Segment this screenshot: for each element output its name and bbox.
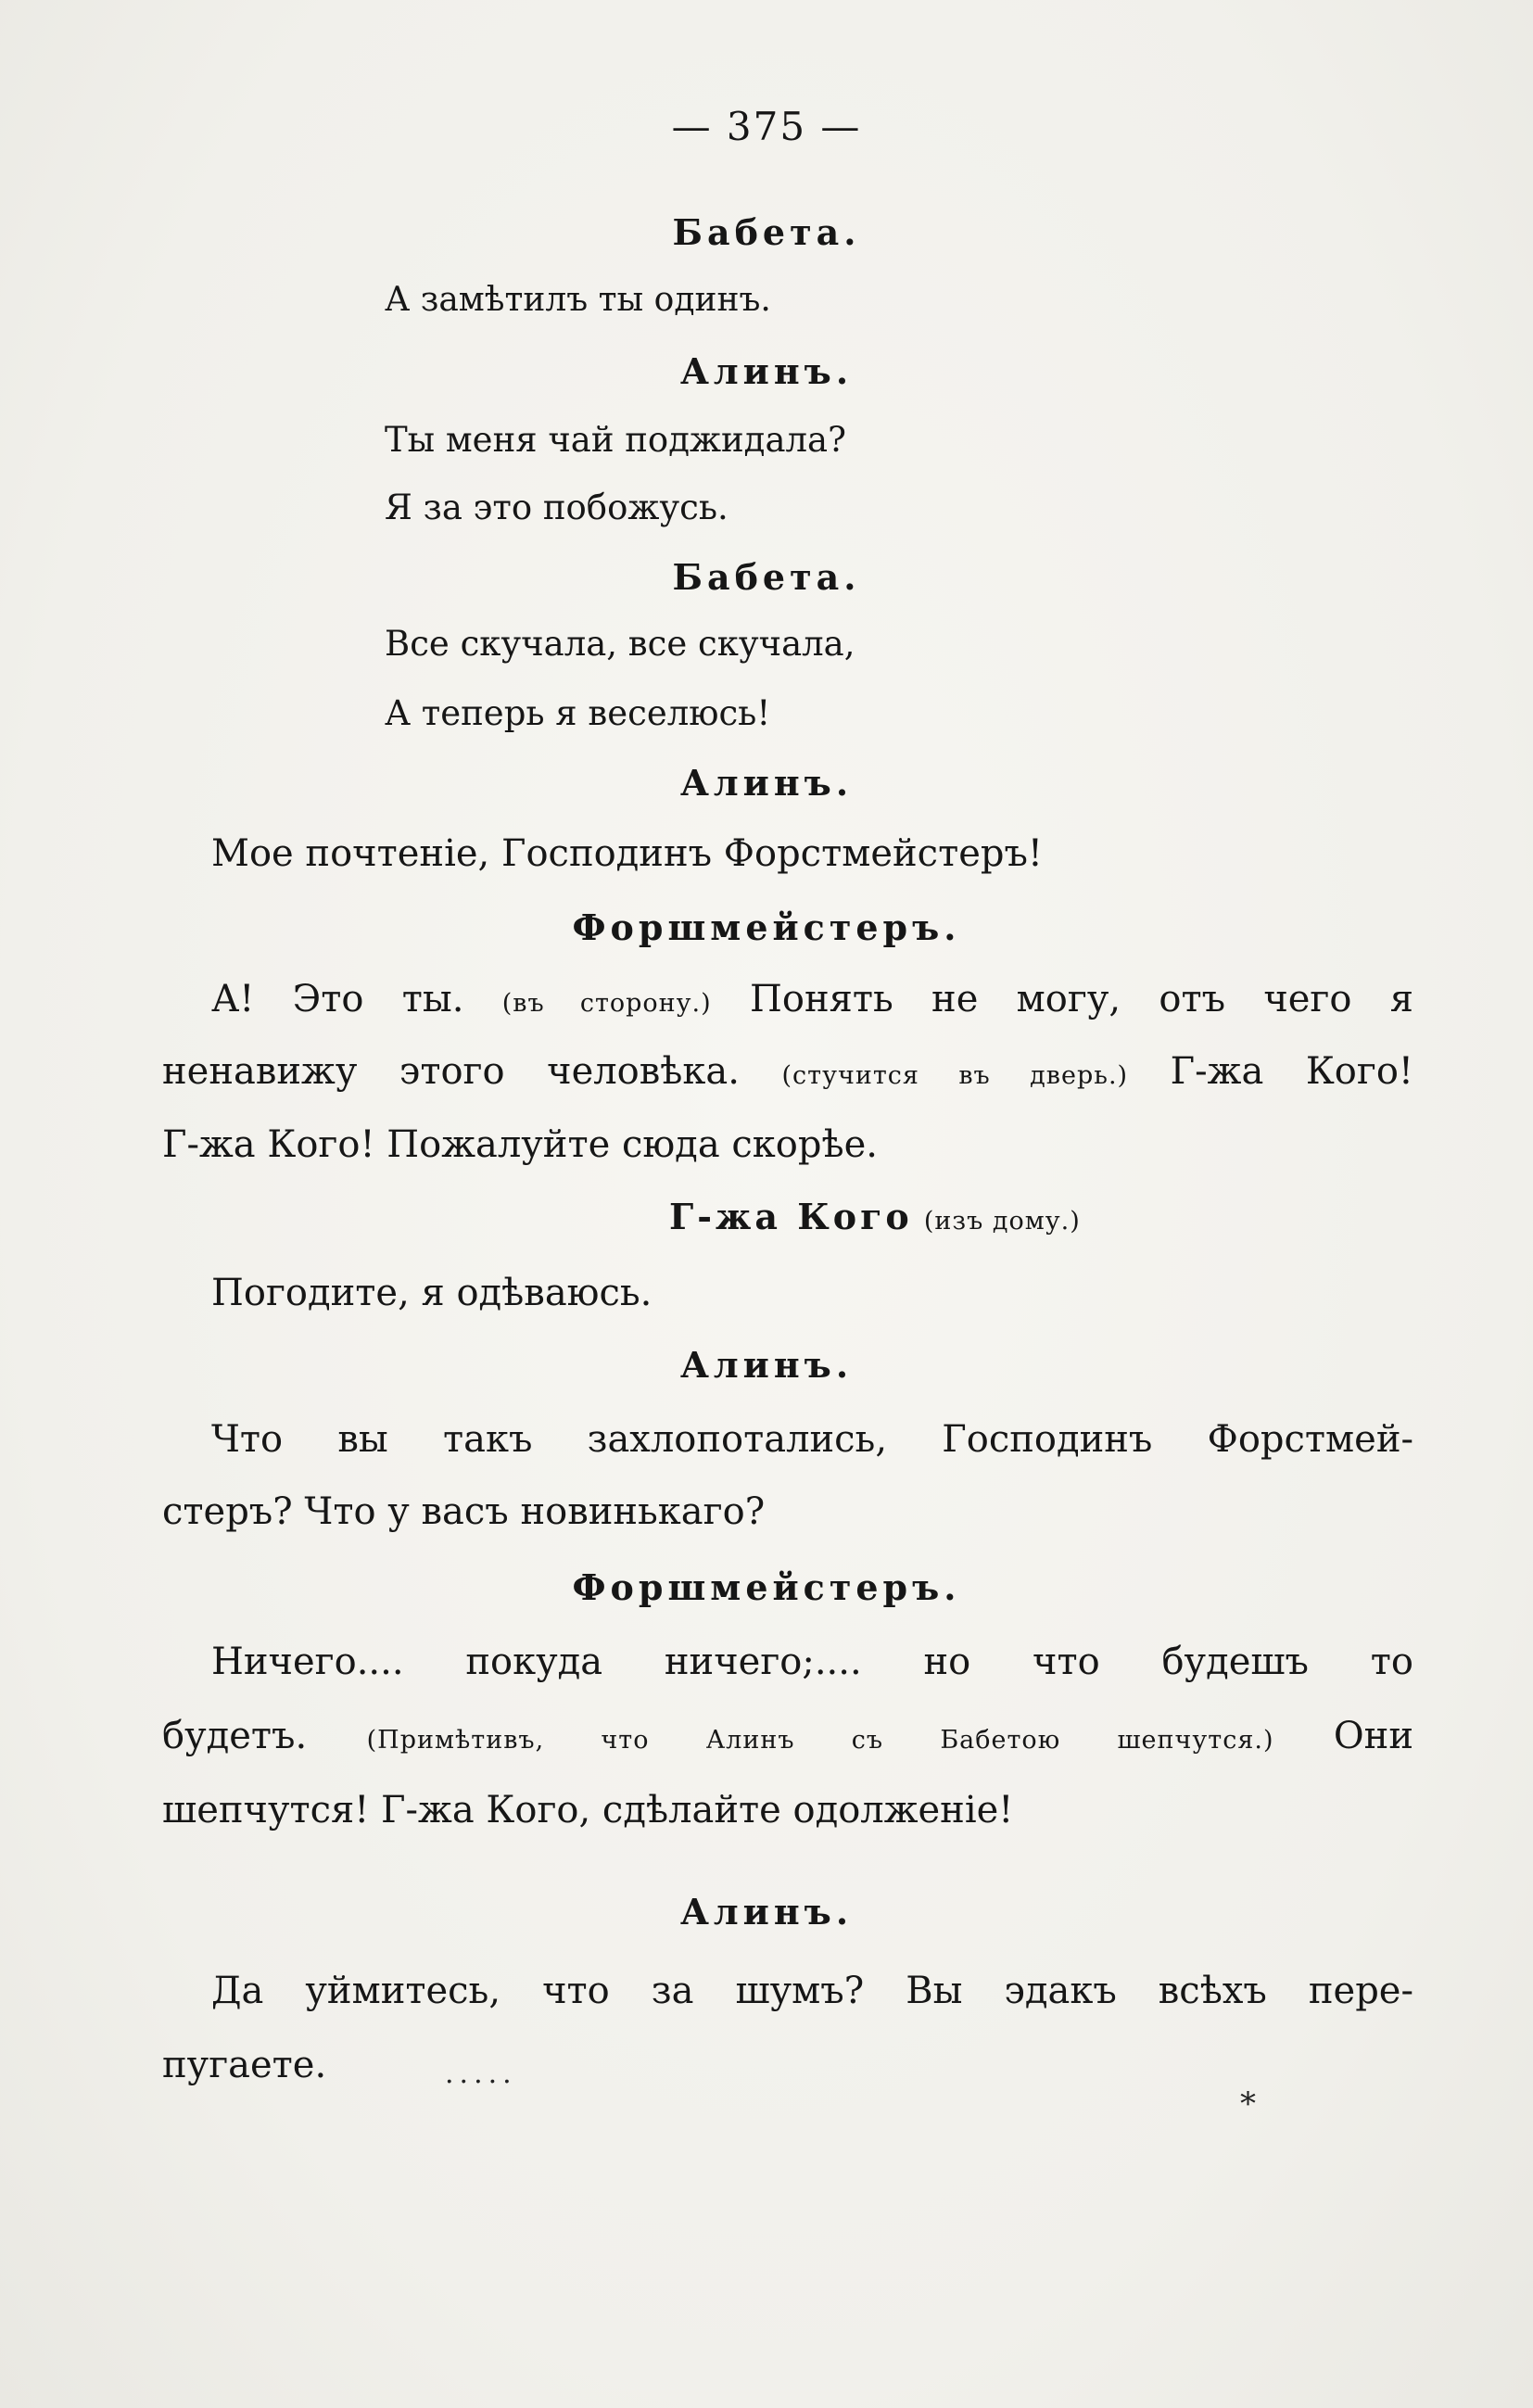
dialogue-line: Ничего.... покуда ничего;.... но что будешъ то: [211, 1641, 1413, 1683]
dialogue-line: Мое почтеніе, Господинъ Форстмейстеръ!: [211, 832, 1043, 875]
dialogue-line: пугаете.: [162, 2044, 327, 2086]
dialogue-line: ненавижу этого человѣка. (стучится въ дверь.) Г-жа Кого!: [162, 1050, 1413, 1093]
asterisk-mark: *: [1240, 2085, 1256, 2123]
stage-direction: (Примѣтивъ, что Алинъ съ Бабетою шепчутся.): [366, 1726, 1274, 1755]
dialogue-line: Погодите, я одѣваюсь.: [211, 1272, 652, 1314]
dialogue-line: Что вы такъ захлопотались, Господинъ Форстмей-: [211, 1418, 1413, 1461]
speaker-babeta: Бабета.: [672, 211, 861, 253]
dialogue-line: Да уймитесь, что за шумъ? Вы эдакъ всѣхъ пере-: [211, 1970, 1413, 2012]
speaker-forstmeister: Форшмейстеръ.: [572, 1566, 961, 1608]
speaker-forstmeister: Форшмейстеръ.: [572, 906, 961, 948]
dialogue-line: Г-жа Кого! Пожалуйте сюда скорѣе.: [162, 1123, 878, 1166]
speaker-alin: Алинъ.: [679, 1891, 854, 1933]
ink-dots: .....: [445, 2058, 517, 2090]
speaker-ghzha-kogo: Г-жа Кого (изъ дому.): [669, 1196, 1081, 1237]
verse-line: Я за это побожусь.: [385, 488, 728, 527]
speaker-alin: Алинъ.: [679, 762, 854, 804]
dialogue-line: стеръ? Что у васъ новинькаго?: [162, 1490, 766, 1533]
page-number: — 375 —: [671, 104, 862, 149]
verse-line: Ты меня чай поджидала?: [385, 420, 846, 460]
speaker-alin: Алинъ.: [679, 1344, 854, 1386]
dialogue-line: А! Это ты. (въ сторону.) Понять не могу, отъ чего я: [211, 978, 1413, 1020]
stage-direction: (въ сторону.): [501, 989, 712, 1018]
stage-direction: (стучится въ дверь.): [781, 1061, 1129, 1090]
dialogue-line: будетъ. (Примѣтивъ, что Алинъ съ Бабетою шепчутся.) Они: [162, 1715, 1414, 1757]
verse-line: А теперь я веселюсь!: [385, 693, 771, 733]
dialogue-line: шепчутся! Г-жа Кого, сдѣлайте одолженіе!: [162, 1789, 1014, 1831]
verse-line: А замѣтилъ ты одинъ.: [385, 281, 771, 319]
speaker-alin: Алинъ.: [679, 350, 854, 392]
verse-line: Все скучала, все скучала,: [385, 624, 855, 664]
speaker-babeta: Бабета.: [672, 556, 861, 598]
stage-direction: (изъ дому.): [923, 1207, 1081, 1236]
